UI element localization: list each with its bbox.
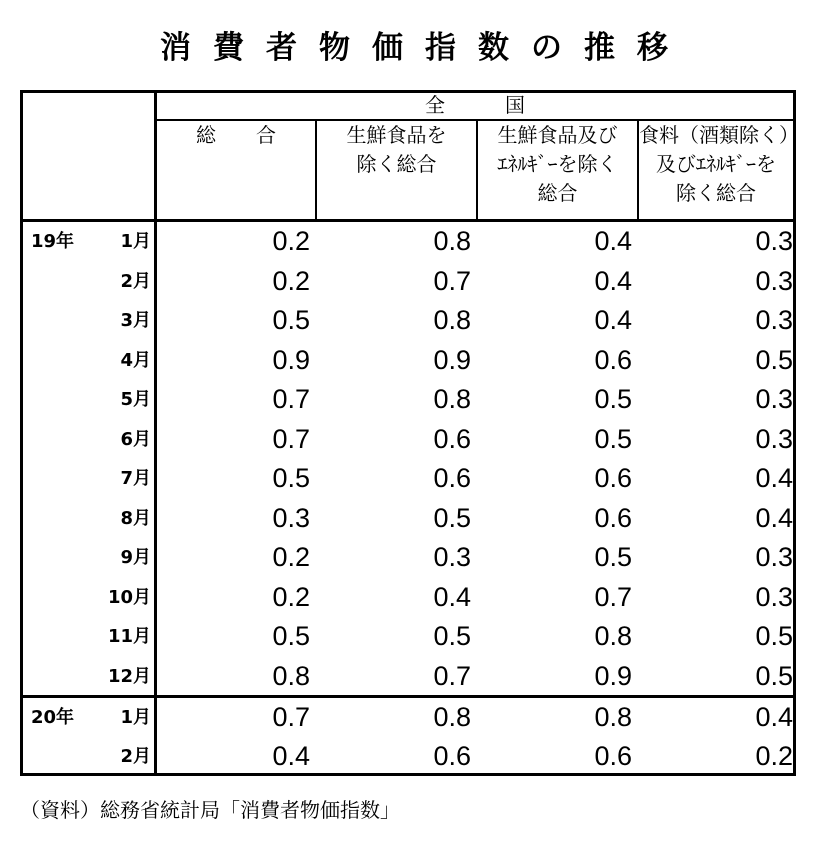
value-cell: 0.8	[594, 621, 632, 651]
value-cell: 0.6	[594, 741, 632, 771]
row-month: 6月	[120, 428, 151, 450]
row-year	[31, 420, 91, 460]
value-cell: 0.2	[755, 741, 793, 771]
row-year	[31, 657, 91, 697]
value-cell: 0.5	[755, 621, 793, 651]
table-row	[23, 301, 793, 341]
table-row	[23, 538, 793, 578]
value-cell: 0.3	[755, 384, 793, 414]
value-cell: 0.4	[433, 581, 471, 612]
value-cell: 0.6	[433, 463, 471, 493]
value-cell: 0.8	[272, 660, 310, 691]
value-cell: 0.4	[594, 226, 632, 256]
value-cell: 0.3	[755, 226, 793, 256]
row-month: 1月	[120, 707, 151, 728]
value-cell: 0.4	[594, 265, 632, 296]
value-cell: 0.2	[272, 542, 310, 572]
value-cell: 0.8	[594, 702, 632, 732]
value-cell: 0.8	[433, 384, 471, 414]
value-cell: 0.3	[755, 542, 793, 572]
row-year: 19年	[31, 231, 75, 252]
value-cell: 0.9	[433, 344, 471, 375]
row-year	[31, 301, 91, 341]
row-year	[31, 578, 91, 618]
row-month: 3月	[120, 310, 151, 331]
value-cell: 0.6	[433, 423, 471, 454]
value-cell: 0.6	[594, 463, 632, 493]
table-row	[23, 459, 793, 499]
row-month: 5月	[120, 389, 151, 410]
value-cell: 0.7	[272, 423, 310, 454]
value-cell: 0.9	[272, 344, 310, 375]
col-header-us-style-core: 食料（酒類除く） 及びｴﾈﾙｷﾞｰを 除く総合	[639, 123, 799, 205]
row-year	[31, 459, 91, 499]
row-month: 4月	[120, 349, 151, 371]
region-label: 全 国	[425, 93, 525, 117]
value-cell: 0.5	[594, 542, 632, 572]
row-month: 10月	[107, 586, 151, 608]
value-cell: 0.4	[272, 741, 310, 771]
col-header-core-core: 生鮮食品及び ｴﾈﾙｷﾞｰを除く 総合	[497, 123, 618, 205]
value-cell: 0.5	[272, 621, 310, 651]
table-row	[23, 617, 793, 657]
value-cell: 0.3	[272, 502, 310, 533]
value-cell: 0.6	[433, 741, 471, 771]
row-month: 2月	[120, 270, 151, 292]
source-note: （資料）総務省統計局「消費者物価指数」	[20, 798, 400, 822]
value-cell: 0.3	[755, 581, 793, 612]
value-cell: 0.8	[433, 702, 471, 732]
value-cell: 0.4	[755, 702, 793, 732]
table-row	[23, 499, 793, 539]
value-cell: 0.7	[433, 660, 471, 691]
row-month: 11月	[107, 626, 151, 647]
row-year	[31, 617, 91, 657]
value-cell: 0.8	[433, 226, 471, 256]
value-cell: 0.4	[755, 463, 793, 493]
col-header-overall: 総 合	[196, 123, 276, 147]
value-cell: 0.2	[272, 265, 310, 296]
value-cell: 0.5	[433, 621, 471, 651]
value-cell: 0.6	[594, 502, 632, 533]
table-row	[23, 262, 793, 302]
value-cell: 0.4	[594, 305, 632, 335]
cpi-table	[20, 90, 799, 776]
row-year	[31, 380, 91, 420]
value-cell: 0.2	[272, 226, 310, 256]
value-cell: 0.2	[272, 581, 310, 612]
row-year	[31, 737, 91, 777]
value-cell: 0.3	[755, 265, 793, 296]
value-cell: 0.7	[594, 581, 632, 612]
value-cell: 0.5	[755, 660, 793, 691]
row-month: 7月	[120, 468, 151, 489]
value-cell: 0.5	[433, 502, 471, 533]
row-month: 12月	[107, 665, 151, 687]
row-year: 20年	[31, 707, 75, 728]
value-cell: 0.9	[594, 660, 632, 691]
value-cell: 0.7	[433, 265, 471, 296]
value-cell: 0.5	[594, 423, 632, 454]
table-row	[23, 341, 793, 381]
value-cell: 0.7	[272, 702, 310, 732]
page-title: 消費者物価指数の推移	[160, 30, 690, 66]
value-cell: 0.3	[755, 305, 793, 335]
table-row	[23, 657, 793, 697]
table-row	[23, 578, 793, 618]
row-month: 8月	[120, 507, 151, 529]
table-row	[23, 380, 793, 420]
value-cell: 0.5	[272, 463, 310, 493]
col-header-core: 生鮮食品を 除く総合	[346, 123, 447, 176]
value-cell: 0.3	[755, 423, 793, 454]
value-cell: 0.8	[433, 305, 471, 335]
value-cell: 0.3	[433, 542, 471, 572]
value-cell: 0.5	[755, 344, 793, 375]
value-cell: 0.4	[755, 502, 793, 533]
value-cell: 0.7	[272, 384, 310, 414]
table-row	[23, 737, 793, 777]
row-month: 1月	[120, 231, 151, 252]
row-year	[31, 499, 91, 539]
row-year	[31, 538, 91, 578]
row-year	[31, 341, 91, 381]
row-month: 2月	[120, 746, 151, 767]
table-row	[23, 698, 793, 738]
row-year	[31, 262, 91, 302]
value-cell: 0.5	[272, 305, 310, 335]
table-row	[23, 222, 793, 262]
table-row	[23, 420, 793, 460]
value-cell: 0.5	[594, 384, 632, 414]
row-month: 9月	[120, 547, 151, 568]
value-cell: 0.6	[594, 344, 632, 375]
